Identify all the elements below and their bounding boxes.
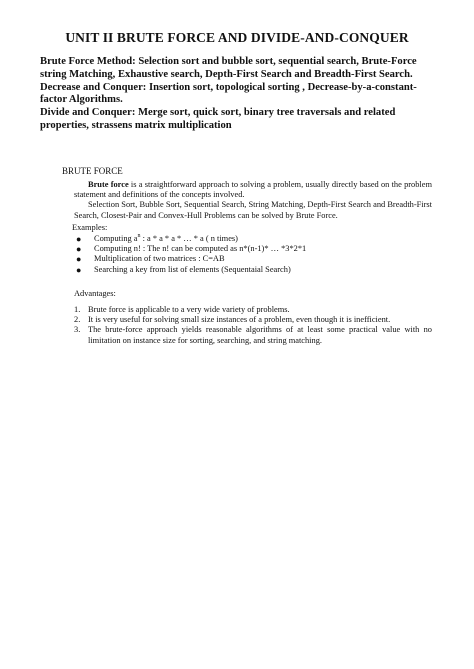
- topics-block: [40, 56, 440, 133]
- list-item: [74, 325, 432, 345]
- unit-title: UNIT II BRUTE FORCE AND DIVIDE-AND-CONQUER: [65, 30, 409, 45]
- item-number: 1.: [74, 305, 81, 315]
- section-title: BRUTE FORCE: [62, 166, 123, 176]
- example-text: Searching a key from list of elements (Sequentaial Search): [94, 264, 291, 274]
- example-text: Computing a: [94, 234, 138, 244]
- list-item: [74, 234, 432, 244]
- item-number: 3.: [74, 325, 81, 335]
- example-text: : a * a * a * … * a ( n times): [140, 234, 238, 244]
- item-number: 2.: [74, 315, 81, 325]
- list-item: [74, 244, 432, 254]
- advantages-label: Advantages:: [74, 288, 116, 298]
- advantage-text: Brute force is applicable to a very wide variety of problems.: [88, 305, 290, 315]
- topic-decrease-conquer: Decrease and Conquer: Insertion sort, topological sorting , Decrease-by-a-constant-factor Algorithms.: [40, 81, 417, 106]
- solvable-problems-paragraph: Selection Sort, Bubble Sort, Sequential Search, String Matching, Depth-First Search and Breadth-First Search, Closest-Pair and Convex-Hull Problems can be solved by Brute Force.: [74, 200, 432, 220]
- topic-divide-conquer: Divide and Conquer: Merge sort, quick sort, binary tree traversals and related properties, strassens matrix multiplication: [40, 107, 396, 131]
- bullet-icon: ●: [76, 254, 82, 265]
- intro-text: is a straightforward approach to solving a problem, usually directly based on the problem statement and definitions of the concepts involved.: [74, 180, 432, 200]
- list-item: [74, 254, 432, 264]
- advantages-list: [74, 305, 432, 346]
- bullet-icon: ●: [76, 264, 82, 275]
- bullet-icon: ●: [76, 244, 82, 255]
- examples-list: [74, 234, 432, 275]
- list-item: [74, 265, 432, 275]
- advantage-text: The brute-force approach yields reasonable algorithms of at least some practical value with no limitation on instance size for sorting, searching, and string matching.: [88, 325, 432, 345]
- advantage-text: It is very useful for solving small size instances of a problem, even though it is inefficient.: [88, 315, 391, 325]
- bullet-icon: ●: [76, 234, 82, 245]
- intro-paragraph: [74, 180, 432, 200]
- brute-force-content: [74, 180, 432, 346]
- example-text: Multiplication of two matrices : C=AB: [94, 254, 225, 264]
- topic-brute-force: Brute Force Method: Selection sort and bubble sort, sequential search, Brute-Force string Matching, Exhaustive search, Depth-First Search and Breadth-First Search.: [40, 56, 417, 80]
- intro-bold: Brute force: [88, 180, 129, 189]
- list-item: [74, 305, 432, 315]
- examples-label: Examples:: [72, 222, 108, 232]
- list-item: [74, 315, 432, 325]
- superscript-n: n: [137, 233, 141, 240]
- example-text: Computing n! : The n! can be computed as n*(n-1)* … *3*2*1: [94, 244, 307, 254]
